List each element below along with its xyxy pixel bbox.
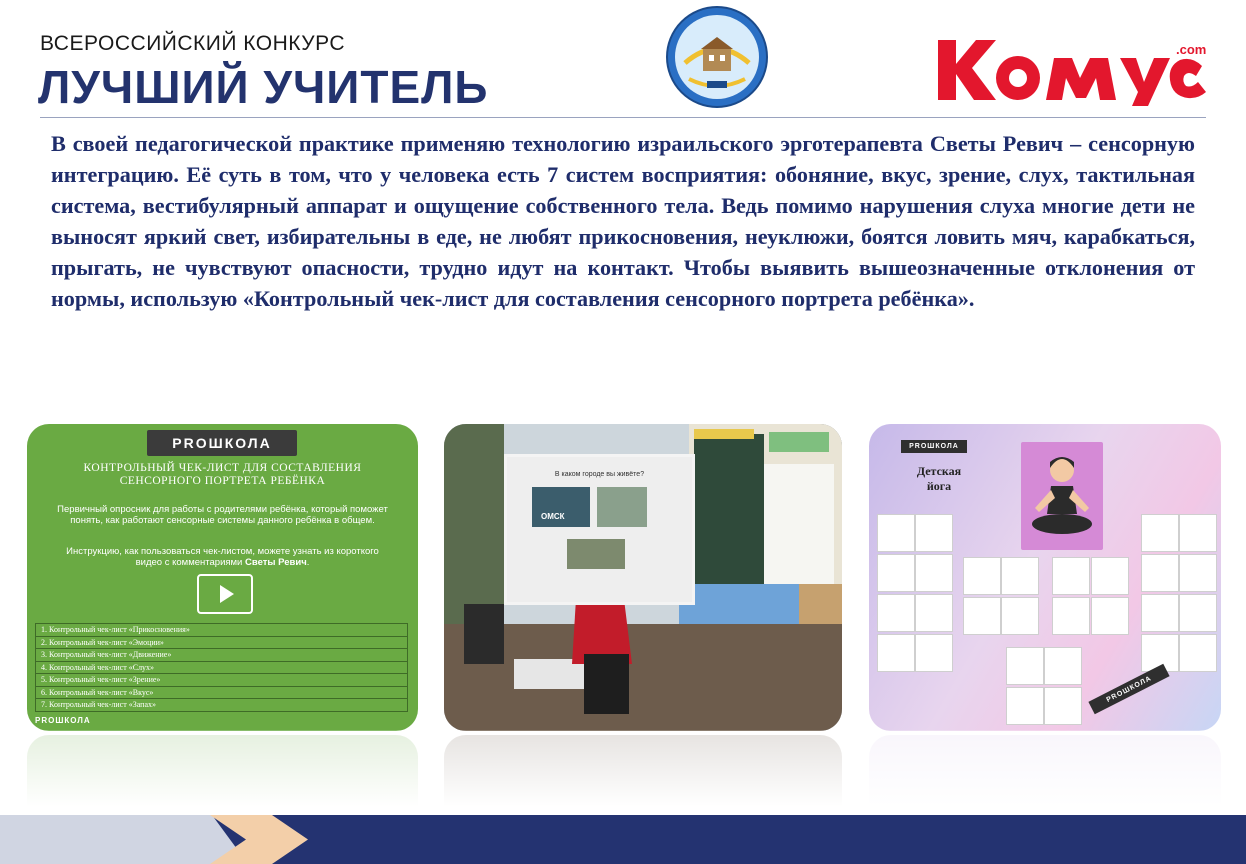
checklist-items xyxy=(35,623,408,712)
yoga-card xyxy=(915,514,953,552)
projector-screen xyxy=(504,454,695,605)
yoga-image xyxy=(869,424,1221,731)
checklist-item: 2. Контрольный чек-лист «Эмоции» xyxy=(35,636,408,649)
yoga-card xyxy=(1052,557,1090,595)
checklist-item: 5. Контрольный чек-лист «Зрение» xyxy=(35,673,408,686)
slide-images xyxy=(507,457,692,602)
yoga-card xyxy=(963,597,1001,635)
checklist-item: 4. Контрольный чек-лист «Слух» xyxy=(35,661,408,674)
checklist-item: 6. Контрольный чек-лист «Вкус» xyxy=(35,686,408,699)
yoga-title-line2: йога xyxy=(926,479,952,493)
yoga-card xyxy=(963,557,1001,595)
proshkola-logo-rotated: PROШКОЛА xyxy=(1088,664,1169,715)
contest-title: ЛУЧШИЙ УЧИТЕЛЬ xyxy=(38,61,489,113)
yoga-card xyxy=(915,554,953,592)
slide-city-label: ОМСК xyxy=(541,512,565,521)
contest-emblem-icon xyxy=(665,5,769,109)
header-divider xyxy=(40,117,1206,118)
yoga-card xyxy=(1141,514,1179,552)
yoga-title xyxy=(905,464,973,494)
brand-suffix: .com xyxy=(1176,42,1207,57)
instruction-prefix: Инструкцию, как пользоваться чек-листом, можете узнать из короткого видео с комментариями xyxy=(66,546,379,568)
checklist-description: Первичный опросник для работы с родителями ребёнка, который поможет понять, как работают сенсорные системы данного ребёнка в общем. xyxy=(57,504,388,526)
checklist-item: 3. Контрольный чек-лист «Движение» xyxy=(35,648,408,661)
yoga-card xyxy=(1179,594,1217,632)
yoga-card xyxy=(1091,557,1129,595)
yoga-card xyxy=(877,554,915,592)
yoga-card xyxy=(1091,597,1129,635)
contest-label: ВСЕРОССИЙСКИЙ КОНКУРС xyxy=(40,32,346,55)
yoga-card xyxy=(877,594,915,632)
proshkola-logo-small: PROШКОЛА xyxy=(35,716,91,725)
komus-logo xyxy=(930,20,1220,110)
checklist-instruction: Инструкцию, как пользоваться чек-листом, можете узнать из короткого видео с комментариями Светы Ревич. xyxy=(66,546,379,568)
classroom-photo xyxy=(444,424,842,731)
yoga-card xyxy=(1141,594,1179,632)
checklist-item: 7. Контрольный чек-лист «Запах» xyxy=(35,698,408,712)
yoga-card xyxy=(1044,687,1082,725)
checklist-image xyxy=(27,424,418,731)
proshkola-logo: PROШКОЛА xyxy=(147,430,297,456)
yoga-card xyxy=(1052,597,1090,635)
checklist-title: КОНТРОЛЬНЫЙ ЧЕК-ЛИСТ ДЛЯ СОСТАВЛЕНИЯ СЕНСОРНОГО ПОРТРЕТА РЕБЁНКА xyxy=(83,462,362,487)
proshkola-logo: PROШКОЛА xyxy=(901,440,967,453)
video-play-icon xyxy=(197,574,253,614)
yoga-card xyxy=(915,634,953,672)
meditation-figure-icon xyxy=(1021,442,1103,550)
yoga-card xyxy=(1179,554,1217,592)
slide-title: В каком городе вы живёте? xyxy=(554,471,645,478)
main-paragraph: В своей педагогической практике применяю технологию израильского эрготерапевта Светы Ревич – сенсорную интеграцию. Её суть в том, что у человека есть 7 систем восприятия: обоняние, вкус, зрение, слух, тактильная система, вестибулярный аппарат и ощущение собственного тела. Ведь помимо нарушения слуха многие дети не выносят яркий свет, избирательны в еде, не любят прикосновения, неуклюжи, боятся ловить мяч, карабкаться, прыгать, не чувствуют опасности, трудно идут на контакт. Чтобы выявить вышеозначенные отклонения от нормы, использую «Контрольный чек-лист для составления сенсорного портрета ребёнка». xyxy=(51,131,1195,311)
yoga-card xyxy=(1141,554,1179,592)
checklist-item: 1. Контрольный чек-лист «Прикосновения» xyxy=(35,623,408,636)
yoga-card xyxy=(1006,687,1044,725)
yoga-card xyxy=(1044,647,1082,685)
yoga-card xyxy=(915,594,953,632)
yoga-card xyxy=(1179,634,1217,672)
yoga-card xyxy=(877,514,915,552)
yoga-card xyxy=(1001,597,1039,635)
yoga-title-line1: Детская xyxy=(916,464,962,478)
yoga-card xyxy=(877,634,915,672)
instruction-name: Светы Ревич xyxy=(245,557,307,568)
yoga-card xyxy=(1001,557,1039,595)
reflection-fade xyxy=(0,730,1246,820)
yoga-card xyxy=(1179,514,1217,552)
yoga-card xyxy=(1006,647,1044,685)
